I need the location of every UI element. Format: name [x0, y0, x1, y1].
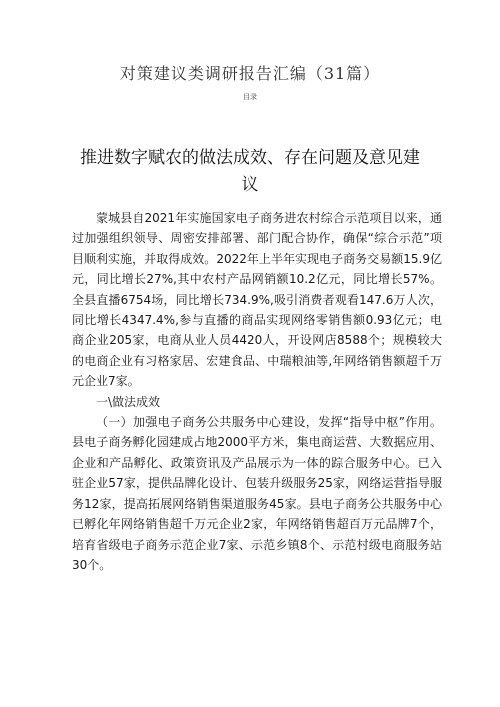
section-heading: 一\做法成效: [96, 394, 161, 409]
toc-label: 目录: [243, 93, 257, 101]
article-heading: 推进数字赋农的做法成效、存在问题及意见建议: [80, 148, 420, 195]
item-paragraph: [72, 412, 442, 575]
article-body: [72, 208, 442, 575]
document-title: 对策建议类调研报告汇编（31篇）: [119, 64, 381, 83]
item-body: 县电子商务孵化园建成占地2000平方米，集电商运营、大数据应用、企业和产品孵化、政策资讯及产品展示为一体的踪合服务中心。已入驻企业57家，提供品牌化设计、包装升级服务25家，网络运营指导服务12家，提高拓展网络销售渠道服务45家。县电子商务公共服务中心已孵化年网络销售超千万元企业2家，年网络销售超百万元品牌7个，培育省级电子商务示范企业7家、示范乡镇8个、示范村级电商服务站30个。: [72, 435, 442, 572]
item-title: （一）加强电子商务公共服务中心建设，发挥“指导中枢”作用。: [96, 415, 442, 430]
intro-paragraph: 蒙城县自2021年实施国家电子商务进农村综合示范项目以来，通过加强组织领导、周密安排部署、部门配合协作，确保“综合示范”项目顺利实施，并取得成效。2022年上半年实现电子商务交易额15.9亿元，同比增长27%,其中农村产品网销额10.2亿元，同比增长57%。全县直播6754场，同比增长734.9%,吸引消费者观看147.6万人次，同比增长4347.4%,参与直播的商品实现网络零销售额0.93亿元；电商企业205家，电商从业人员4420人，开设网店8588个；规模较大的电商企业有习格家居、宏建食品、中瑞粮油等,年网络销售额超千万元企业7家。: [72, 211, 442, 389]
